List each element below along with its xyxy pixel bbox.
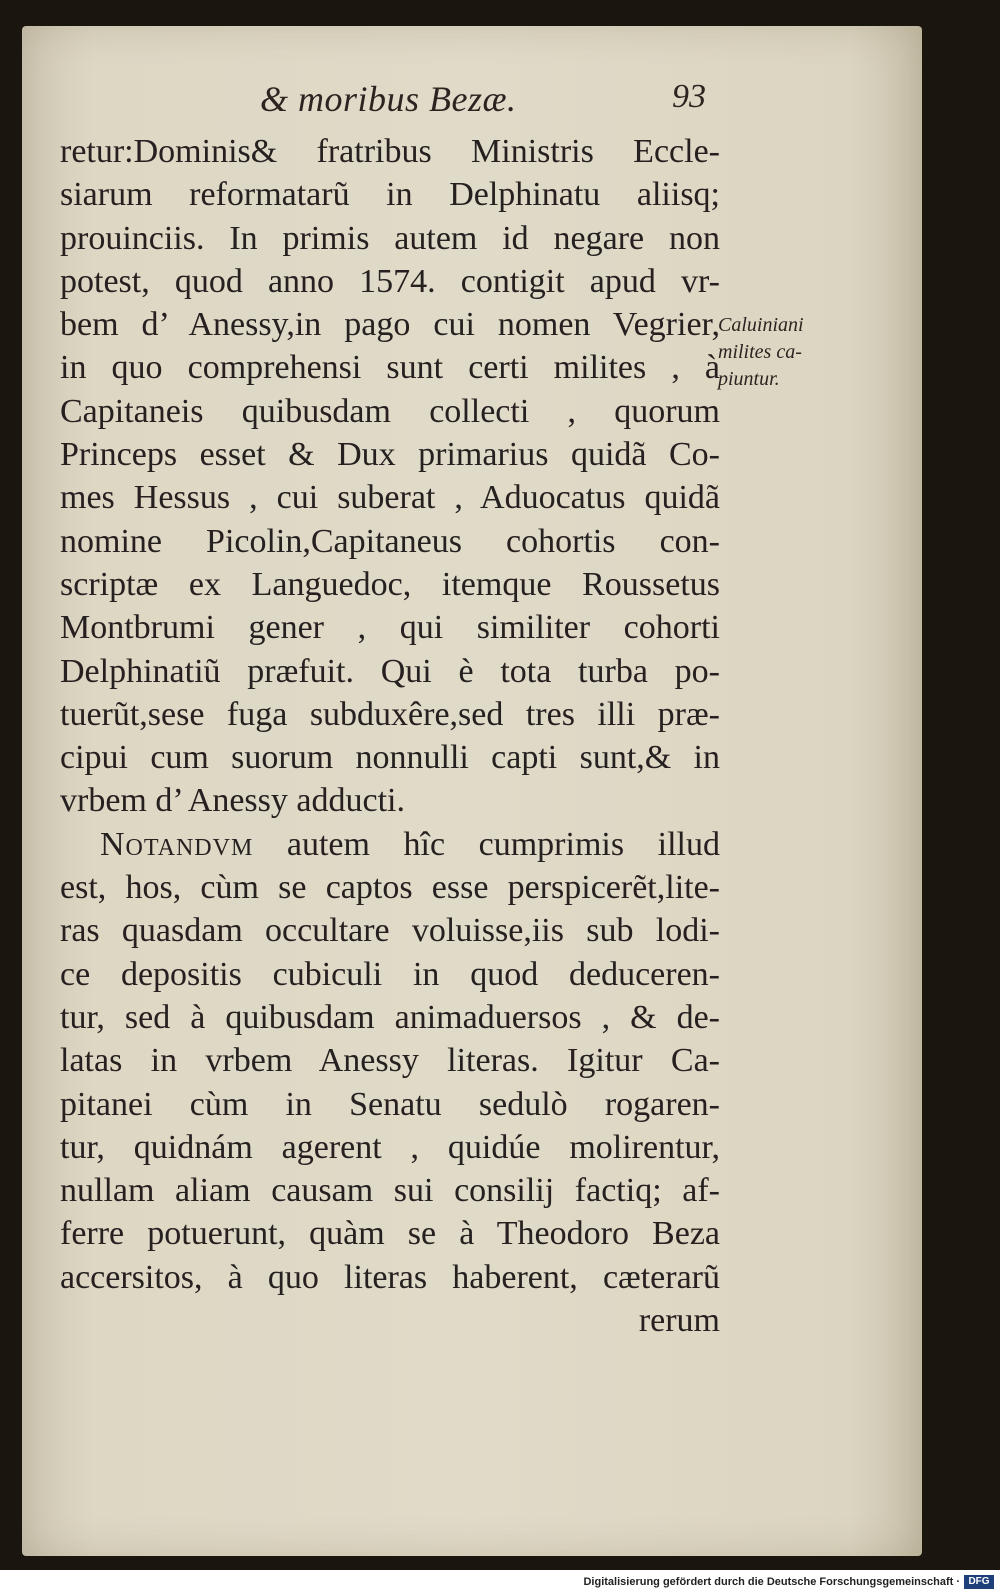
text-line: tur, sed à quibusdam animaduersos , & de- [60,998,720,1036]
text-line: potest, quod anno 1574. contigit apud vr- [60,262,720,300]
text-line: nullam aliam causam sui consilij factiq; af- [60,1172,720,1210]
text-line: Montbrumi gener , qui similiter cohorti [60,609,720,647]
text-line: Delphinatiũ præfuit. Qui è tota turba po- [60,652,720,690]
text-line: Capitaneis quibusdam collecti , quorum [60,392,720,430]
page-number: 93 [672,78,706,115]
smallcaps-word: Notandvm [100,825,254,863]
text-line: mes Hessus , cui suberat , Aduocatus quidã [60,479,720,517]
text-line: ras quasdam occultare voluisse,iis sub lodi- [60,912,720,950]
text-line: nomine Picolin,Capitaneus cohortis con- [60,522,720,560]
text-line: scriptæ ex Languedoc, itemque Roussetus [60,565,720,603]
text-line: est, hos, cùm se captos esse perspicerẽt,lite- [60,869,720,907]
catchword: rerum [638,1302,720,1340]
body-text [60,130,720,1342]
text-line: tuerũt,sese fuga subduxêre,sed tres illi præ- [60,695,720,733]
marginal-line: milites ca- [718,341,802,363]
text-line: pitanei cùm in Senatu sedulò rogaren- [60,1085,720,1123]
text-line: in quo comprehensi sunt certi milites , à [60,349,720,387]
text-line: prouinciis. In primis autem id negare non [60,219,720,257]
text-line: accersitos, à quo literas haberent, cæterarũ [60,1258,720,1296]
funding-credit: Digitalisierung gefördert durch die Deutsche Forschungsgemeinschaft · [583,1576,960,1588]
text-line: ce depositis cubiculi in quod deduceren- [60,955,720,993]
marginal-line: piuntur. [718,368,780,390]
dfg-logo: DFG [964,1575,994,1589]
text-line: tur, quidnám agerent , quidúe molirentur, [60,1128,720,1166]
text-line: ferre potuerunt, quàm se à Theodoro Beza [60,1215,720,1253]
running-head: & moribus Bezæ. [260,79,517,119]
text-line: Princeps esset & Dux primarius quidã Co- [60,436,720,474]
paragraph-two-first-line [60,823,720,866]
marginal-note [718,312,858,393]
text-line: cipui cum suorum nonnulli capti sunt,& in [60,739,720,777]
text-line: vrbem d’ Anessy adducti. [60,782,405,820]
first-line-rest: autem hîc cumprimis illud [253,825,720,863]
marginal-line: Caluiniani [718,314,804,336]
text-line: siarum reformatarũ in Delphinatu aliisq; [60,176,720,214]
text-line: latas in vrbem Anessy literas. Igitur Ca- [60,1042,720,1080]
text-line: bem d’ Anessy,in pago cui nomen Vegrier, [60,306,720,344]
text-line: retur:Dominis& fratribus Ministris Eccle- [60,133,720,170]
